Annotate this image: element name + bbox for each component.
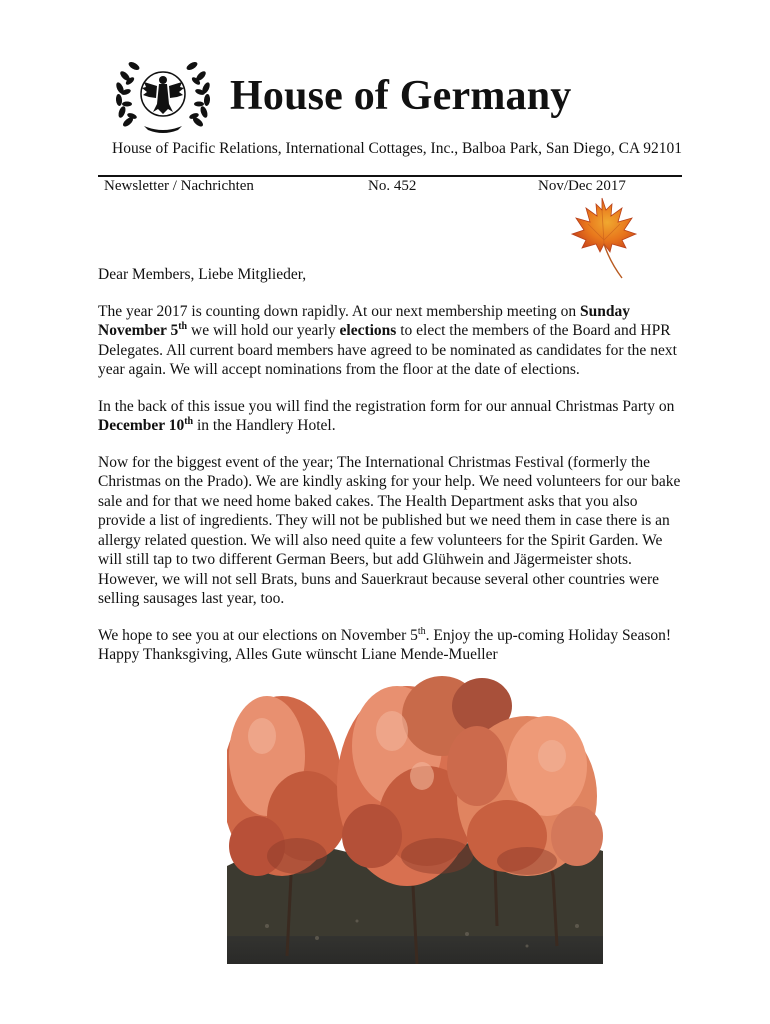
signature-line: Happy Thanksgiving, Alles Gute wünscht Liane Mende-Mueller: [98, 646, 498, 663]
greeting: Dear Members, Liebe Mitglieder,: [98, 266, 307, 283]
paragraph-christmas-party: In the back of this issue you will find the registration form for our annual Christmas Party on December 10th in the Handlery Hotel.: [98, 397, 675, 434]
paragraph-christmas-festival: Now for the biggest event of the year; The International Christmas Festival (formerly the Christmas on the Prado). We are kindly asking for your help. We need volunteers for our bake sale and for that we need home baked cakes. The Health Department asks that you also provide a list of ingredients. They will not be published but we need them in case there is an allergy related question. We will also need quite a few volunteers for the Spirit Garden. We will still tap to two different German Beers, but add Glühwein and Jägermeister shots. However, we will not sell Brats, buns and Sauerkraut because several other countries were selling sausages last year, too.: [98, 453, 681, 607]
paragraph-elections: The year 2017 is counting down rapidly. At our next membership meeting on Sunday November 5th we will hold our yearly elections to elect the members of the Board and HPR Delegates. All current board members have agreed to be nominated as candidates for the next year again. We will accept nominations from the floor at the date of elections.: [98, 302, 677, 378]
header-divider: [98, 175, 682, 177]
paragraph-closing: We hope to see you at our elections on November 5th. Enjoy the up-coming Holiday Season! Happy Thanksgiving, Alles Gute wünscht Liane Mende-Mueller: [98, 625, 672, 663]
autumn-trees-photo: [227, 676, 603, 964]
newsletter-label: Newsletter / Nachrichten: [104, 178, 254, 194]
page-title: House of Germany: [230, 73, 572, 119]
issue-number: No. 452: [368, 178, 417, 194]
letter-body: [98, 265, 688, 682]
eagle-wreath-crest-icon: [108, 54, 218, 134]
organization-address: House of Pacific Relations, International Cottages, Inc., Balboa Park, San Diego, CA 92101: [112, 140, 682, 157]
issue-date: Nov/Dec 2017: [538, 178, 626, 194]
